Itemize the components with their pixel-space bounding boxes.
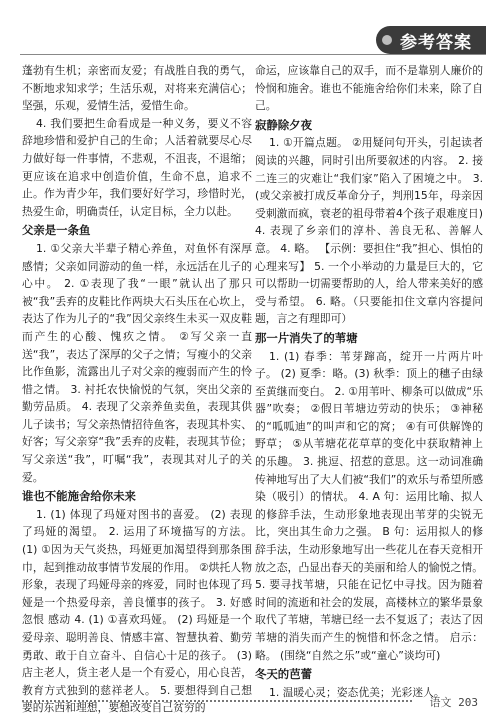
answer-paragraph: 1. (1) 春季：苇芽蹿高，绽开一片两片叶子。 (2) 夏季：略。(3) 秋季：顶上的穗子由绿至黄继而变白。 2. ①用苇叶、柳条可以做成“乐器”吹奏； ②假日苇塘边劳动的快乐； ③神秘的“呱呱迪”的叫声和它的窝； ④有可供解馋的野草； ⑤从苇塘花花草草的变化中获取精神上的乐趣。 3. 挑逗、招惹的意思。这一动词准确传神地写出了大人们被“我们”的欢乐与希望所感染（吸引）的情状。 4. A 句：运用比喻、拟人的修辞手法，生动形象地表现出苇芽的尖锐无比，突出其生命力之强。 B 句：运用拟人的修辞手法，生动形象地写出一些花儿在春天竞相开放之态，凸显出春天的美丽和给人的愉悦之情。 5. 要寻找苇塘，只能在记忆中寻找。因为随着时间的流逝和社会的发展，高楼林立的繁华景象取代了苇塘，苇塘已经一去不复返了；表达了因苇塘的消失而产生的惋惜和怀念之情。 启示：略。 (围绕“自然之乐”或“童心”谈均可) <box>255 349 483 662</box>
left-column <box>22 62 252 717</box>
answer-paragraph: 1. ①开篇点题。 ②用疑问句开头，引起读者阅读的兴趣，同时引出所要叙述的内容。 2. 接二连三的灾难让“我们家”陷入了困境之中。 3. (或父亲被打成反革命分子，判刑15年，母亲因受刺激而疯，衰老的祖母带着4个孩子艰难度日) 4. 表现了乡亲们的淳朴、善良无私、善解人意。 4. 略。 【示例：要担住“我”担心、惧怕的心理来写】 5. 一个小举动的力量是巨大的，它可以帮助一切需要帮助的人，给人带来美好的感受与希望。 6. 略。（只要能扣住文章内容提问题，言之有理即可） <box>255 136 483 326</box>
header-title-tab <box>376 26 486 54</box>
answer-paragraph: 4. 我们要把生命看成是一种义务，要义不容辞地珍惜和爱护自己的生命；人活着就要尽心尽力做好每一件事情，不悲观，不沮丧，不退缩；更应该在追求中创造价值，生命不息，追求不止。作为青少年，我们要好好学习，珍惜时光，热爱生命，明确责任，认定目标，全力以赴。 <box>22 116 252 218</box>
footer-divider <box>22 700 412 702</box>
page-header-title: 参考答案 <box>400 32 472 53</box>
bullet-dot-icon <box>382 35 392 45</box>
section-heading: 冬天的芭蕾 <box>255 667 312 682</box>
answer-paragraph: 1. (1) 体现了玛娅对图书的喜爱。 (2) 表现了玛娅的渴望。 2. 运用了环境描写的方法。 (1) ①因为天气炎热，玛娅更加渴望得到那条围巾，起到推动故事情节发展的作用。 ②烘托人物形象，表现了玛娅母亲的疼爱，同时也体现了玛娅是一个热爱母亲，善良懂事的孩子。 3. 好感 忽恨 感动 4. (1) ①喜欢玛娅。 (2) 玛娅是一个爱母亲、聪明善良、情感丰富、智慧执着、勤劳勇敢、敢于自立奋斗、自信心十足的孩子。 (3) 店主老人，货主老人是一个有爱心，用心良苦，教育方式独到的慈祥老人。 5. 要想得到自己想要的东西和理想，要想改变自己贫穷的 <box>22 507 252 715</box>
answer-paragraph: 1. 温暖心灵；姿态优美；光彩迷人。 <box>269 685 445 699</box>
answer-paragraph: 1. ①父亲大半辈子精心养鱼，对鱼怀有深厚感情；父亲如同游动的鱼一样，永远活在儿子的心中。 2. ①表现了我“一眼”就认出了那只被“我”丢弃的皮鞋比作两块大石头压在心坎上，表达了作为儿子的“我”因父亲终生未买一双皮鞋而产生的心酸、愧疚之情。 ②写父亲一直送“我”，表达了深厚的父子之情；写瘦小的父亲比作鱼影，流露出儿子对父亲的瘦弱而产生的怜惜之情。 3. 衬托农快愉悦的气氛，突出父亲的勤劳品质。 4. 表现了父亲养鱼卖鱼，表现其供儿子读书；写父亲热情招待鱼客，表现其朴实、好客；写父亲穿“我”丢弃的皮鞋，表现其节俭；写父亲送“我”，叮嘱“我”，表现其对儿子的关爱。 <box>22 241 252 484</box>
section-heading: 寂静除夕夜 <box>255 117 312 132</box>
answer-paragraph: 蓬勃有生机；亲密而友爱；有战胜自我的勇气，不断地求知求学；生活乐观，对将来充满信心；坚强，乐观，爱情生活，爱惜生命。 <box>22 64 252 113</box>
right-column <box>255 62 483 701</box>
header-divider <box>20 54 486 55</box>
page-number: 语文 203 <box>429 696 478 709</box>
answer-paragraph: 命运，应该靠自己的双手，而不是靠别人廉价的怜悯和施舍。谁也不能施舍给你们未来，除了自己。 <box>255 64 483 113</box>
section-heading: 父亲是一条鱼 <box>22 223 91 238</box>
section-heading: 谁也不能施舍给你未来 <box>22 489 136 504</box>
section-heading: 那一片消失了的苇塘 <box>255 330 358 345</box>
